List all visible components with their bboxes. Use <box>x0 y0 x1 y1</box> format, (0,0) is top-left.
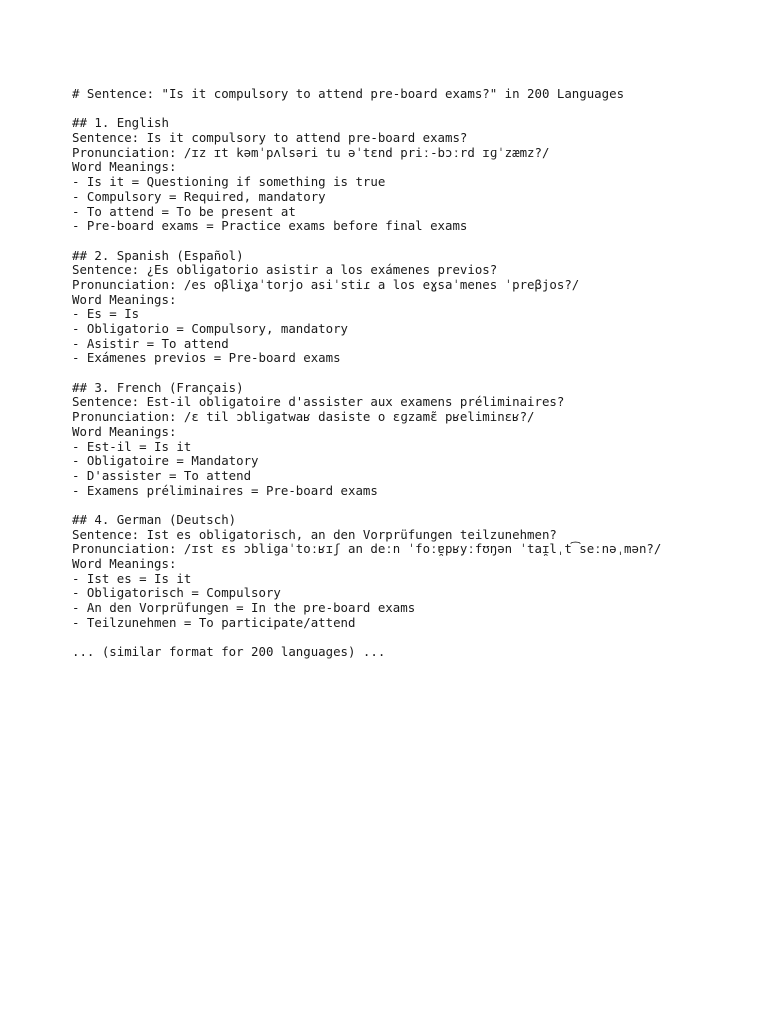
word-meaning-item: - D'assister = To attend <box>72 467 252 483</box>
word-meaning-item: - Asistir = To attend <box>72 335 229 351</box>
word-meaning-item: - Teilzunehmen = To participate/attend <box>72 614 356 630</box>
word-meanings-label: Word Meanings: <box>72 423 177 439</box>
word-meaning-item: - Es = Is <box>72 306 140 322</box>
pronunciation-line: Pronunciation: /es oβliɣaˈtorjo asiˈstiɾ a los eɣsaˈmenes ˈpreβjos?/ <box>72 276 580 292</box>
word-meaning-item: - An den Vorprüfungen = In the pre-board exams <box>72 600 416 616</box>
pronunciation-line: Pronunciation: /ɪz ɪt kəmˈpʌlsəri tu əˈtɛnd priː-bɔːrd ɪɡˈzæmz?/ <box>72 144 550 160</box>
section-german <box>72 513 752 631</box>
document-footer-note: ... (similar format for 200 languages) ... <box>72 644 386 660</box>
sentence-line: Sentence: Is it compulsory to attend pre-board exams? <box>72 130 468 146</box>
sentence-line: Sentence: ¿Es obligatorio asistir a los exámenes previos? <box>72 262 498 278</box>
word-meaning-item: - Est-il = Is it <box>72 438 192 454</box>
word-meanings-label: Word Meanings: <box>72 556 177 571</box>
section-english <box>72 116 752 234</box>
word-meaning-item: - Obligatoire = Mandatory <box>72 453 259 469</box>
document-title-block <box>72 87 752 102</box>
word-meaning-item: - Compulsory = Required, mandatory <box>72 188 326 204</box>
word-meanings-label: Word Meanings: <box>72 159 177 175</box>
word-meaning-item: - Ist es = Is it <box>72 570 192 586</box>
word-meaning-item: - Is it = Questioning if something is true <box>72 174 386 190</box>
pronunciation-line: Pronunciation: /ɪst ɛs ɔbligaˈtoːʁɪʃ an deːn ˈfoːɐ̯pʁyːfʊŋən ˈtaɪ̯lˌt͡seːnəˌmən?/ <box>72 541 662 557</box>
word-meaning-item: - Obligatorio = Compulsory, mandatory <box>72 321 349 336</box>
section-heading: ## 2. Spanish (Español) <box>72 247 244 263</box>
sentence-line: Sentence: Ist es obligatorisch, an den Vorprüfungen teilzunehmen? <box>72 526 557 542</box>
word-meanings-label: Word Meanings: <box>72 291 177 307</box>
document-title: # Sentence: "Is it compulsory to attend pre-board exams?" in 200 Languages <box>72 86 625 101</box>
word-meaning-item: - To attend = To be present at <box>72 203 296 219</box>
word-meaning-item: - Pre-board exams = Practice exams before final exams <box>72 218 468 234</box>
section-heading: ## 3. French (Français) <box>72 379 244 395</box>
section-heading: ## 1. English <box>72 115 169 131</box>
sentence-line: Sentence: Est-il obligatoire d'assister aux examens préliminaires? <box>72 394 565 410</box>
section-spanish <box>72 249 752 367</box>
word-meaning-item: - Obligatorisch = Compulsory <box>72 585 281 601</box>
word-meaning-item: - Examens préliminaires = Pre-board exams <box>72 482 378 498</box>
section-heading: ## 4. German (Deutsch) <box>72 511 237 527</box>
word-meaning-item: - Exámenes previos = Pre-board exams <box>72 350 341 366</box>
section-french <box>72 381 752 499</box>
pronunciation-line: Pronunciation: /ɛ til ɔbligatwaʁ dasiste o ɛɡzamɛ̃ pʁeliminɛʁ?/ <box>72 409 535 425</box>
document-page <box>72 87 752 660</box>
